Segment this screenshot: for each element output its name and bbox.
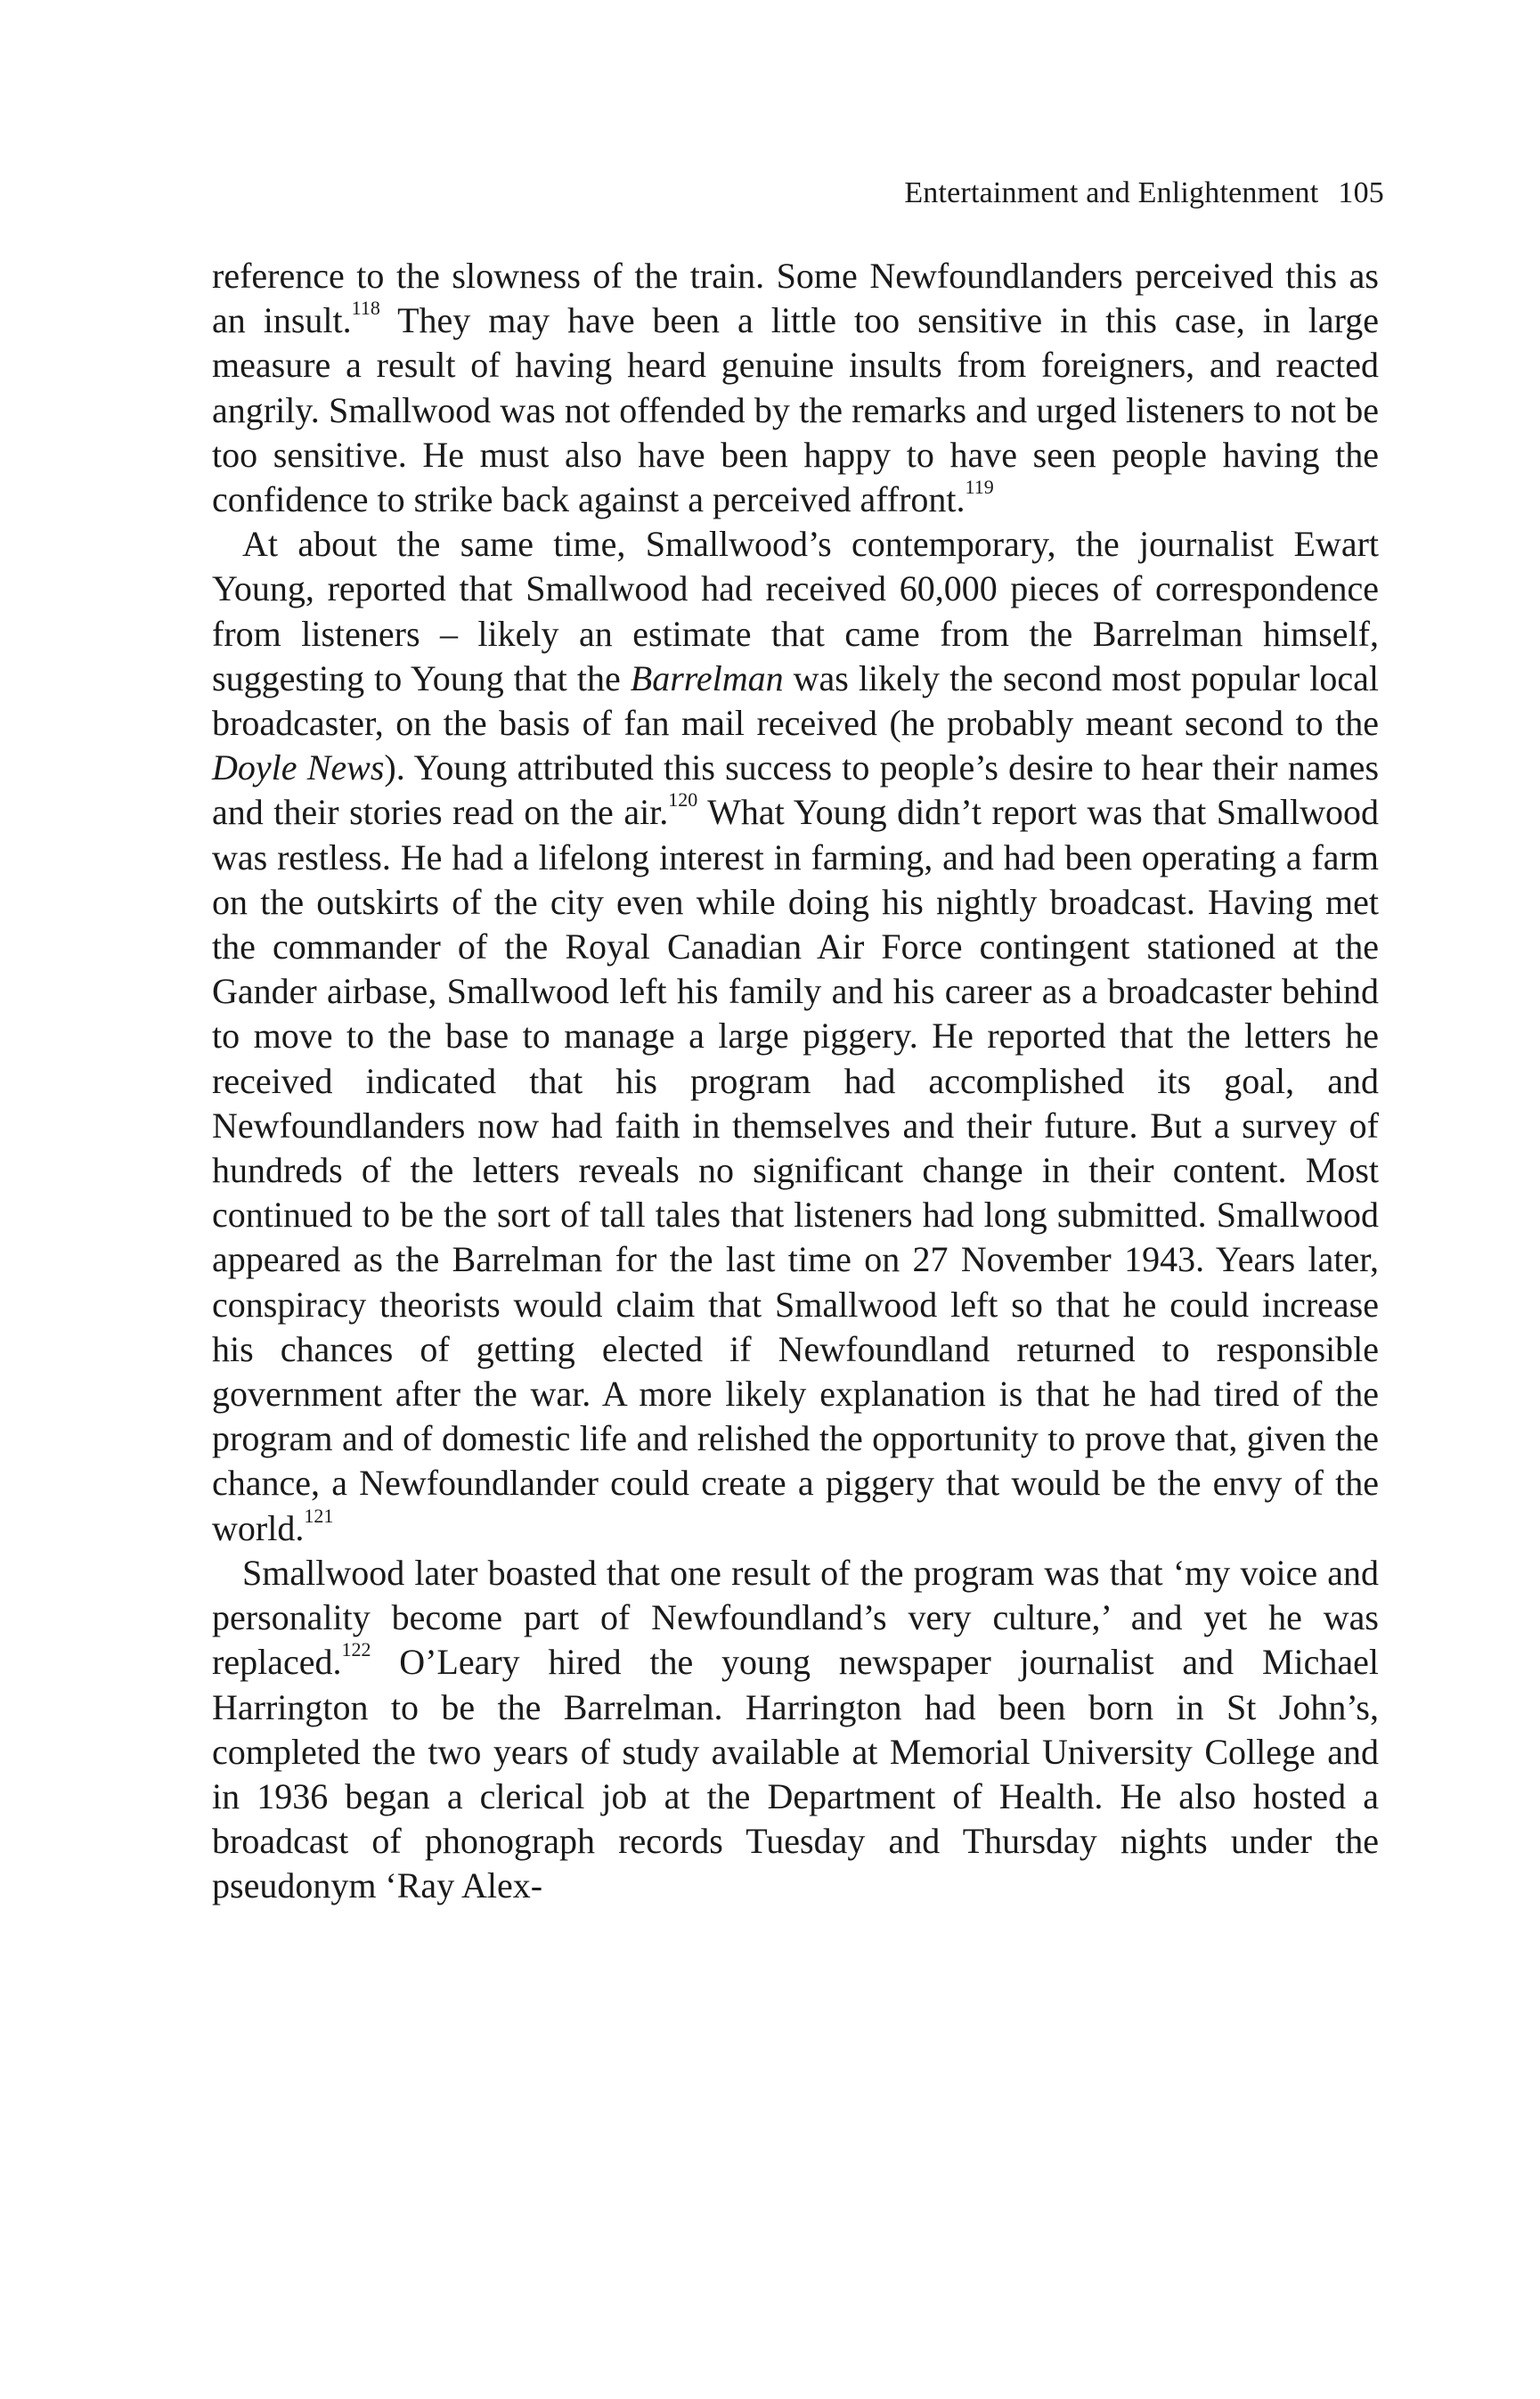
body-text: [212, 254, 1379, 1909]
footnote-ref: 121: [304, 1504, 334, 1527]
paragraph-1: [212, 254, 1379, 522]
italic-title: Doyle News: [212, 747, 385, 788]
text-run: was likely the second most popular local broadcaster, on the basis of fan mail received (he probably meant second to the: [212, 657, 1379, 744]
text-run: They may have been a little too sensitive in this case, in large measure a result of having heard genuine insults from foreigners, and reacted angrily. Smallwood was not offended by the remarks and urged listeners to not be too sensitive. He must also have been happy to have seen people having the confidence to strike back against a perceived affront.: [212, 300, 1379, 520]
running-head: [904, 176, 1384, 210]
footnote-ref: 119: [965, 476, 994, 499]
text-run: At about the same time, Smallwood’s contemporary, the journalist Ewart Young, reported that Smallwood had received 60,000 pieces of correspondence from listeners – likely an estimate that came from the Barrelman himself, suggesting to Young that the: [212, 524, 1379, 698]
running-head-title: Entertainment and Enlightenment: [904, 176, 1319, 209]
text-run: Smallwood later boasted that one result of the program was that ‘my voice and personality become part of Newfoundland’s very culture,’ and yet he was replaced.: [212, 1552, 1379, 1683]
paragraph-2: [212, 522, 1379, 1551]
paragraph-3: [212, 1551, 1379, 1909]
text-run: What Young didn’t report was that Smallwood was restless. He had a lifelong interest in farming, and had been operating a farm on the outskirts of the city even while doing his nightly broadcast. Having met the commander of the Royal Canadian Air Force contingent stationed at the Gander airbase, Smallwood left his family and his career as a broadcaster behind to move to the base to manage a large piggery. He reported that the letters he received indicated that his program had accomplished its goal, and Newfoundlanders now had faith in themselves and their future. But a survey of hundreds of the letters reveals no significant change in their content. Most continued to be the sort of tall tales that listeners had long submitted. Smallwood appeared as the Barrelman for the last time on 27 November 1943. Years later, conspiracy theorists would claim that Smallwood left so that he could increase his chances of getting elected if Newfoundland returned to responsible government after the war. A more likely explanation is that he had tired of the program and of domestic life and relished the opportunity to prove that, given the chance, a Newfoundlander could create a piggery that would be the envy of the world.: [212, 792, 1379, 1548]
page-number: 105: [1338, 176, 1384, 209]
text-run: O’Leary hired the young newspaper journalist and Michael Harrington to be the Barrelman. Harrington had been born in St John’s, completed the two years of study available at Memorial University College and in 1936 began a clerical job at the Department of Health. He also hosted a broadcast of phonograph records Tuesday and Thursday nights under the pseudonym ‘Ray Alex-: [212, 1642, 1379, 1906]
footnote-ref: 118: [351, 297, 380, 320]
text-run: reference to the slowness of the train. Some Newfoundlanders perceived this as an insult.: [212, 256, 1379, 341]
italic-title: Barrelman: [630, 657, 784, 698]
text-run: ). Young attributed this success to people’s desire to hear their names and their stories read on the air.: [212, 747, 1380, 833]
footnote-ref: 122: [341, 1638, 371, 1661]
footnote-ref: 120: [668, 788, 698, 812]
